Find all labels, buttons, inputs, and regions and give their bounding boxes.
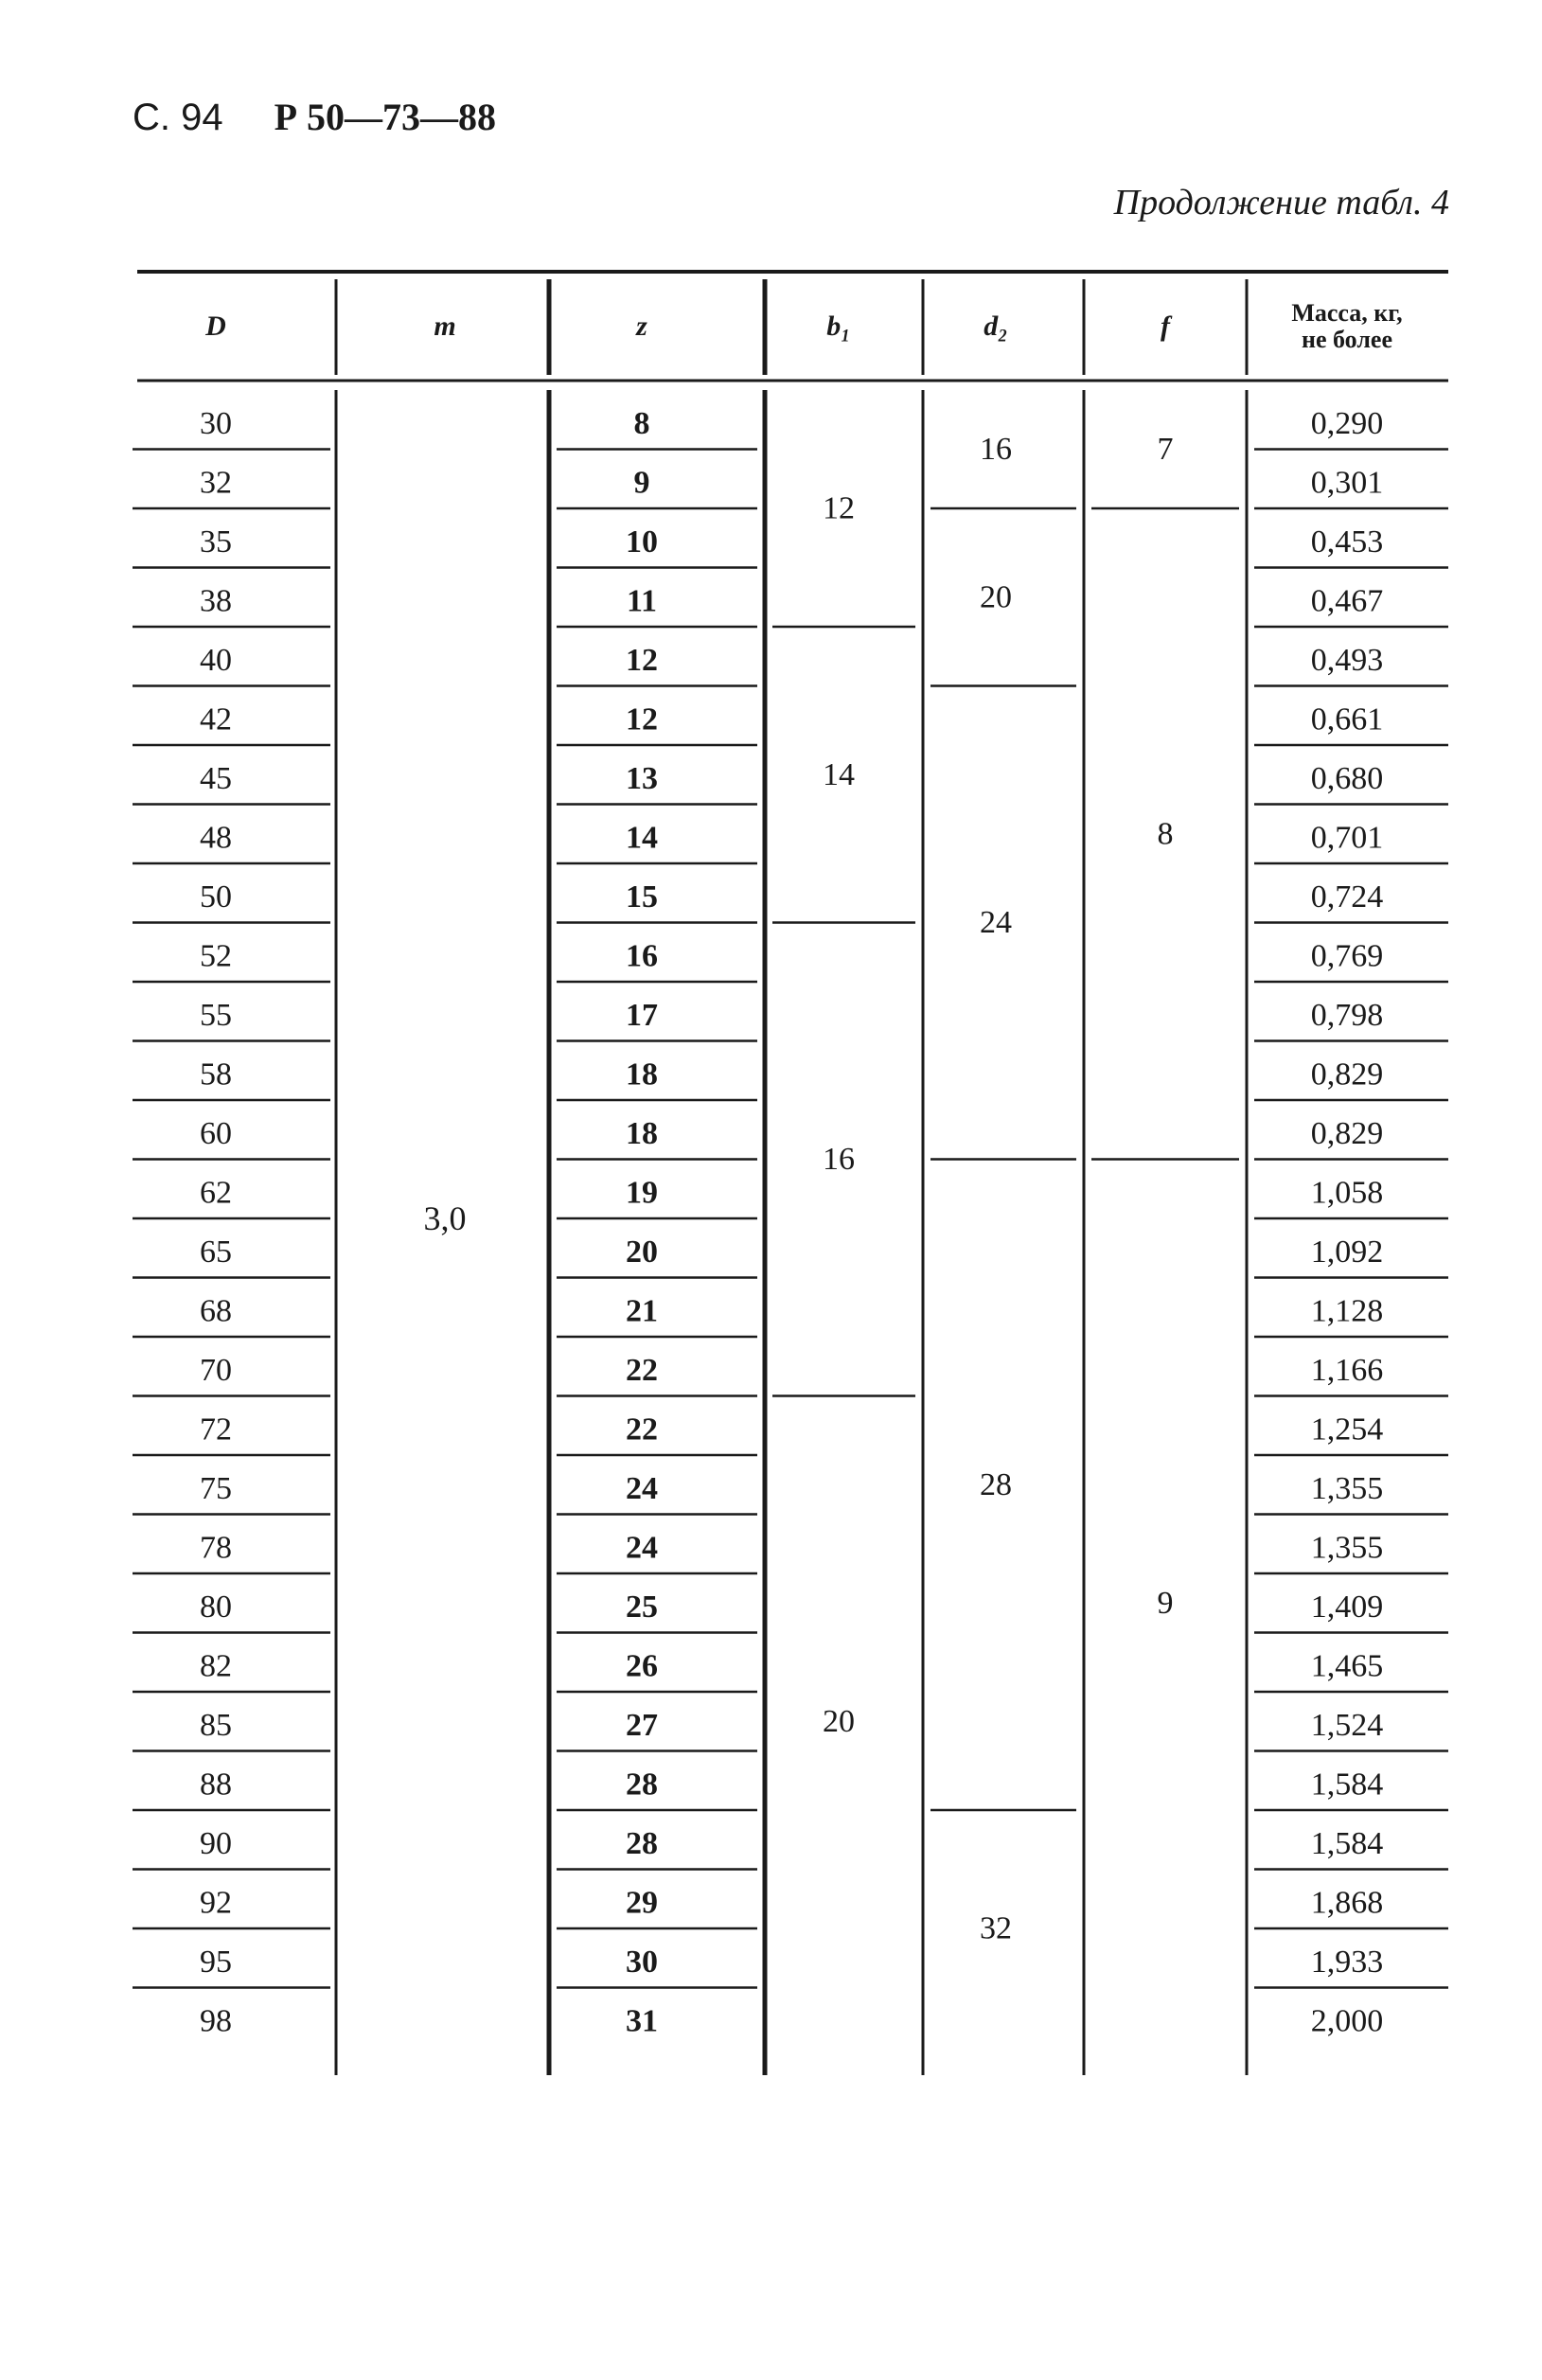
cell-d2: 28 <box>980 1466 1012 1502</box>
cell-D: 58 <box>200 1057 232 1092</box>
cell-D: 75 <box>200 1470 232 1506</box>
cell-mass: 0,467 <box>1310 583 1384 619</box>
header-z: z <box>636 311 647 342</box>
cell-mass: 1,058 <box>1310 1175 1384 1211</box>
standard-number: Р 50—73—88 <box>274 96 497 138</box>
cell-z: 8 <box>633 405 650 441</box>
cell-z: 15 <box>626 879 658 915</box>
header-m: m <box>434 311 456 342</box>
cell-D: 82 <box>200 1648 232 1684</box>
cell-mass: 1,128 <box>1310 1293 1384 1329</box>
cell-mass: 0,301 <box>1310 465 1384 501</box>
cell-mass: 2,000 <box>1310 2003 1384 2039</box>
cell-z: 16 <box>626 938 658 974</box>
header-d2: d₂ <box>984 311 1008 342</box>
cell-z: 13 <box>626 760 658 796</box>
cell-z: 24 <box>626 1530 658 1566</box>
cell-m: 3,0 <box>423 1199 467 1237</box>
cell-mass: 1,409 <box>1310 1589 1384 1625</box>
cell-d2: 20 <box>980 579 1012 615</box>
cell-D: 62 <box>200 1175 232 1211</box>
cell-D: 68 <box>200 1293 232 1329</box>
cell-z: 29 <box>626 1885 658 1921</box>
cell-d2: 32 <box>980 1910 1012 1946</box>
cell-D: 90 <box>200 1825 232 1861</box>
cell-D: 60 <box>200 1115 232 1151</box>
cell-z: 11 <box>626 583 658 619</box>
cell-D: 48 <box>200 820 232 856</box>
cell-f: 8 <box>1157 816 1174 852</box>
cell-b1: 12 <box>823 490 855 526</box>
cell-z: 28 <box>626 1825 658 1861</box>
cell-D: 88 <box>200 1767 232 1803</box>
cell-z: 26 <box>626 1648 658 1684</box>
cell-D: 98 <box>200 2003 232 2039</box>
cell-z: 22 <box>626 1352 658 1388</box>
cell-z: 12 <box>626 702 658 737</box>
cell-z: 21 <box>626 1293 658 1329</box>
cell-mass: 0,798 <box>1310 997 1384 1033</box>
cell-z: 20 <box>626 1234 658 1270</box>
cell-mass: 0,290 <box>1310 405 1384 441</box>
cell-D: 78 <box>200 1530 232 1566</box>
cell-mass: 1,524 <box>1310 1707 1384 1743</box>
cell-z: 31 <box>626 2003 658 2039</box>
cell-z: 18 <box>626 1057 658 1092</box>
cell-mass: 0,724 <box>1310 879 1384 915</box>
cell-mass: 0,769 <box>1310 938 1384 974</box>
cell-z: 9 <box>633 465 650 501</box>
cell-f: 9 <box>1157 1585 1174 1621</box>
cell-mass: 1,166 <box>1310 1352 1384 1388</box>
cell-mass: 0,493 <box>1310 642 1384 678</box>
cell-mass: 0,829 <box>1310 1057 1384 1092</box>
cell-d2: 16 <box>980 432 1012 467</box>
cell-D: 85 <box>200 1707 232 1743</box>
cell-D: 35 <box>200 524 232 559</box>
cell-mass: 1,355 <box>1310 1470 1384 1506</box>
cell-d2: 24 <box>980 905 1012 940</box>
header-f: f <box>1161 311 1170 342</box>
cell-mass: 0,453 <box>1310 524 1384 559</box>
cell-D: 55 <box>200 997 232 1033</box>
cell-D: 32 <box>200 465 232 501</box>
cell-D: 30 <box>200 405 232 441</box>
cell-z: 22 <box>626 1412 658 1448</box>
cell-mass: 1,868 <box>1310 1885 1384 1921</box>
header-mass-line-1: Масса, кг, <box>1291 299 1403 327</box>
cell-z: 25 <box>626 1589 658 1625</box>
cell-z: 17 <box>626 997 658 1033</box>
header-mass-line-2: не более <box>1301 326 1393 353</box>
page-number: С. 94 <box>133 97 223 138</box>
cell-D: 72 <box>200 1412 232 1448</box>
cell-z: 12 <box>626 642 658 678</box>
cell-z: 10 <box>626 524 658 559</box>
cell-b1: 14 <box>823 756 855 792</box>
cell-mass: 0,680 <box>1310 760 1384 796</box>
cell-z: 27 <box>626 1707 658 1743</box>
cell-b1: 20 <box>823 1703 855 1739</box>
cell-D: 45 <box>200 760 232 796</box>
cell-mass: 1,933 <box>1310 1944 1384 1980</box>
cell-z: 18 <box>626 1115 658 1151</box>
cell-mass: 1,355 <box>1310 1530 1384 1566</box>
cell-z: 30 <box>626 1944 658 1980</box>
cell-f: 7 <box>1157 432 1174 467</box>
cell-D: 42 <box>200 702 232 737</box>
cell-mass: 0,829 <box>1310 1115 1384 1151</box>
cell-D: 92 <box>200 1885 232 1921</box>
cell-D: 70 <box>200 1352 232 1388</box>
cell-mass: 1,254 <box>1310 1412 1384 1448</box>
cell-b1: 16 <box>823 1142 855 1177</box>
cell-mass: 1,465 <box>1310 1648 1384 1684</box>
cell-z: 19 <box>626 1175 658 1211</box>
cell-mass: 1,092 <box>1310 1234 1384 1270</box>
cell-mass: 1,584 <box>1310 1825 1384 1861</box>
cell-D: 50 <box>200 879 232 915</box>
table-continuation-caption: Продолжение табл. 4 <box>1113 183 1449 222</box>
cell-z: 24 <box>626 1470 658 1506</box>
cell-mass: 1,584 <box>1310 1767 1384 1803</box>
cell-D: 40 <box>200 642 232 678</box>
cell-D: 80 <box>200 1589 232 1625</box>
header-D: D <box>205 311 226 342</box>
header-b1: b₁ <box>826 311 851 342</box>
cell-mass: 0,661 <box>1310 702 1384 737</box>
cell-D: 52 <box>200 938 232 974</box>
cell-D: 65 <box>200 1234 232 1270</box>
cell-D: 38 <box>200 583 232 619</box>
cell-z: 14 <box>626 820 658 856</box>
cell-z: 28 <box>626 1767 658 1803</box>
cell-D: 95 <box>200 1944 232 1980</box>
cell-mass: 0,701 <box>1310 820 1384 856</box>
